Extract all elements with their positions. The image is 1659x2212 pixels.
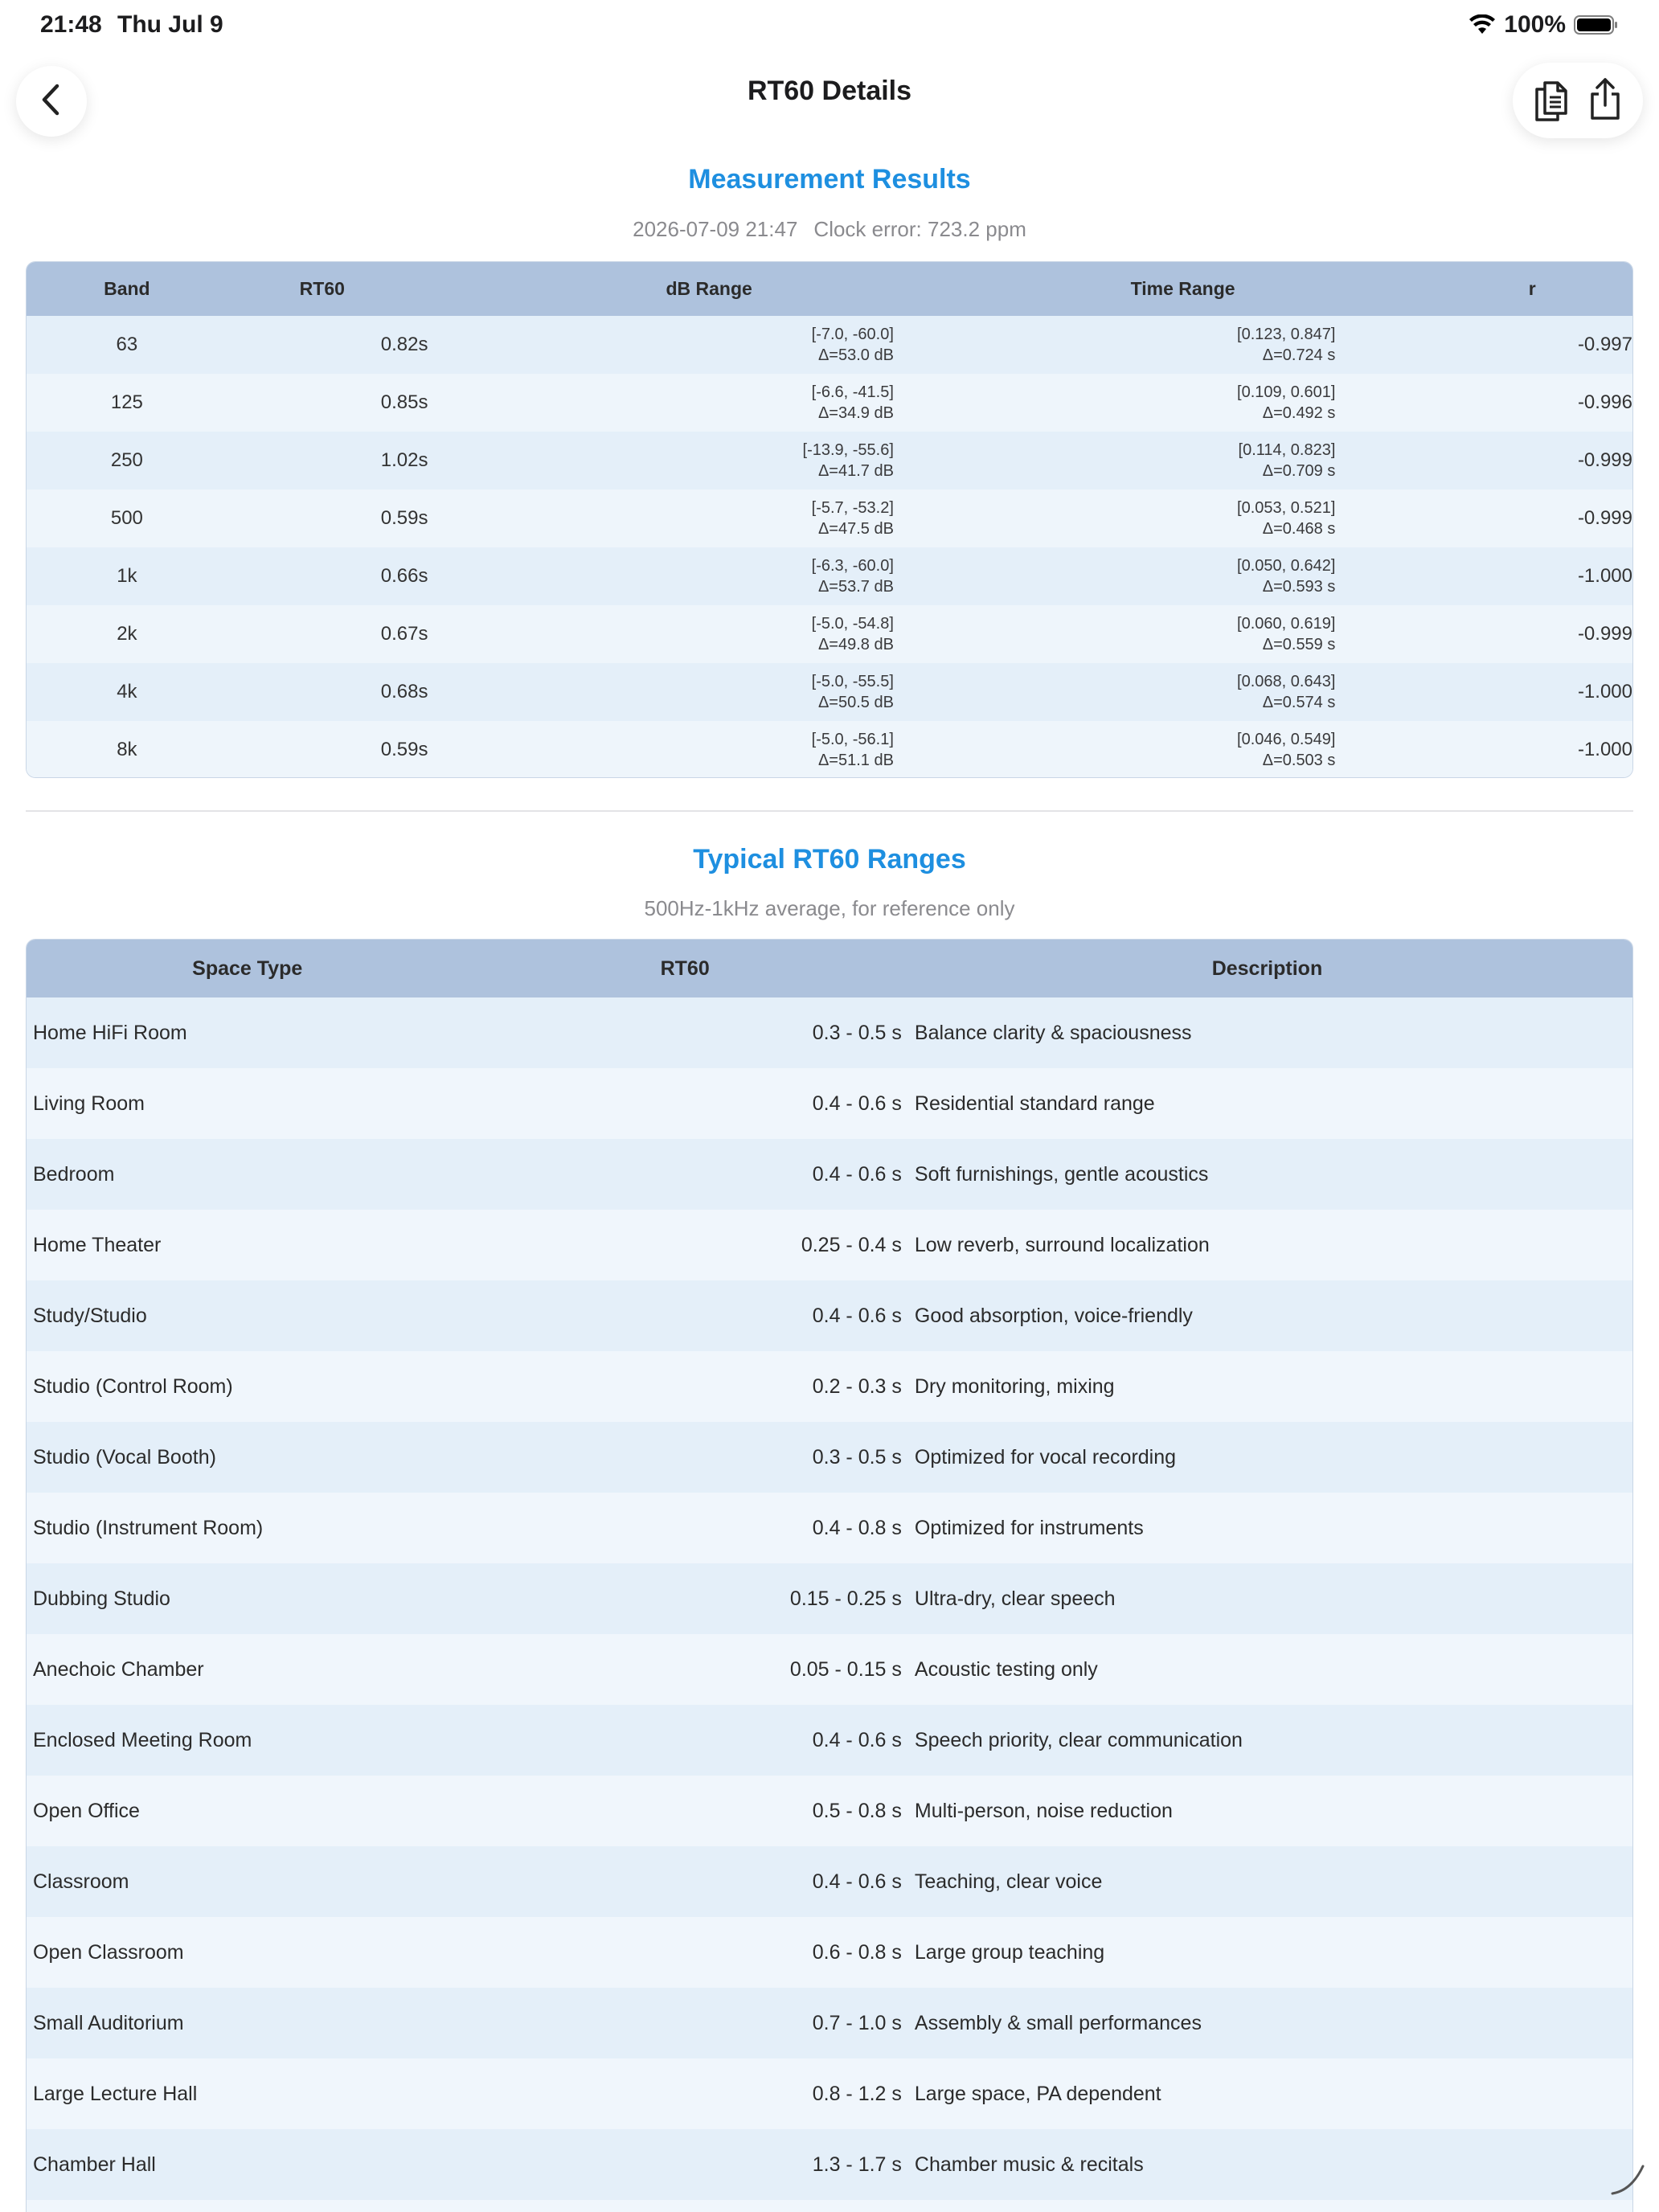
time-range: [0.109, 0.601]: [1237, 383, 1336, 401]
space-type-cell: Open Classroom: [33, 1940, 184, 1964]
rt60-cell: 1.02s: [380, 449, 428, 471]
table-row: [27, 997, 1632, 1068]
db-range-cell: [428, 440, 894, 481]
measurement-meta: [0, 217, 1659, 242]
time-range: [0.053, 0.521]: [1237, 499, 1336, 517]
time-range-cell: [894, 440, 1335, 481]
measurement-title: Measurement Results: [688, 164, 971, 195]
r-cell: -1.000: [1577, 681, 1632, 703]
description-cell: Multi-person, noise reduction: [914, 1799, 1173, 1822]
rt60-range-cell: 0.25 - 0.4 s: [801, 1233, 902, 1256]
rt60-range-cell: 0.4 - 0.6 s: [812, 1304, 902, 1327]
table-row: [27, 432, 1632, 490]
table-row: [27, 1280, 1632, 1351]
description-cell: Good absorption, voice-friendly: [914, 1304, 1193, 1327]
band-cell: 2k: [117, 623, 137, 645]
clock-error: Clock error: 723.2 ppm: [813, 217, 1026, 241]
time-range: [0.123, 0.847]: [1237, 326, 1336, 343]
r-cell: -0.996: [1577, 391, 1632, 413]
table-row: [27, 1705, 1632, 1776]
time-delta: Δ=0.468 s: [1262, 520, 1336, 538]
nav-actions: [1513, 63, 1643, 138]
table-row: [27, 1776, 1632, 1846]
table-row: [27, 1351, 1632, 1422]
db-delta: Δ=34.9 dB: [817, 404, 894, 422]
db-delta: Δ=47.5 dB: [817, 520, 894, 538]
time-range-cell: [894, 555, 1335, 597]
header-rt60: RT60: [660, 956, 710, 980]
description-cell: Large group teaching: [914, 1940, 1105, 1964]
header-space-type: Space Type: [192, 956, 303, 980]
table-row: [27, 547, 1632, 605]
db-delta: Δ=53.0 dB: [817, 346, 894, 364]
resize-handle-icon[interactable]: [1608, 2158, 1648, 2202]
db-range: [-6.6, -41.5]: [811, 383, 894, 401]
db-delta: Δ=49.8 dB: [817, 636, 894, 653]
db-range: [-7.0, -60.0]: [811, 326, 894, 343]
rt60-range-cell: 0.2 - 0.3 s: [812, 1374, 902, 1398]
description-cell: Speech priority, clear communication: [914, 1728, 1243, 1751]
status-bar: [0, 0, 1659, 51]
r-cell: -0.999: [1577, 449, 1632, 471]
rt60-range-cell: 0.8 - 1.2 s: [812, 2082, 902, 2105]
description-cell: Chamber music & recitals: [914, 2153, 1144, 2176]
time-delta: Δ=0.593 s: [1262, 578, 1336, 596]
nav-bar: [0, 51, 1659, 124]
rt60-cell: 0.85s: [380, 391, 428, 413]
table-row: [27, 605, 1632, 663]
rt60-cell: 0.82s: [380, 334, 428, 355]
wifi-icon: [1469, 14, 1496, 35]
db-range-cell: [428, 498, 894, 539]
table-row: [27, 1988, 1632, 2058]
rt60-range-cell: 0.5 - 0.8 s: [812, 1799, 902, 1822]
table-row: [27, 490, 1632, 547]
rt60-cell: 0.66s: [380, 565, 428, 587]
description-cell: Ultra-dry, clear speech: [914, 1587, 1116, 1610]
table-row: [27, 1493, 1632, 1563]
space-type-cell: Studio (Control Room): [33, 1374, 233, 1398]
band-cell: 500: [110, 507, 143, 529]
db-range: [-6.3, -60.0]: [811, 557, 894, 575]
db-delta: Δ=53.7 dB: [817, 578, 894, 596]
space-type-cell: Study/Studio: [33, 1304, 147, 1327]
header-description: Description: [1211, 956, 1323, 980]
time-delta: Δ=0.492 s: [1262, 404, 1336, 422]
space-type-cell: Classroom: [33, 1870, 129, 1893]
header-rt60[interactable]: RT60: [299, 278, 345, 299]
space-type-cell: Home HiFi Room: [33, 1021, 187, 1044]
space-type-cell: Studio (Vocal Booth): [33, 1445, 216, 1469]
status-date: Thu Jul 9: [117, 11, 223, 38]
share-button[interactable]: [1579, 75, 1631, 126]
table-row: [27, 663, 1632, 721]
db-range-cell: [428, 555, 894, 597]
time-range: [0.046, 0.549]: [1237, 731, 1336, 748]
page-title: RT60 Details: [747, 76, 912, 106]
rt60-range-cell: 1.3 - 1.7 s: [812, 2153, 902, 2176]
table-row: [27, 1634, 1632, 1705]
time-range-cell: [894, 671, 1335, 713]
description-cell: Assembly & small performances: [914, 2011, 1202, 2034]
space-type-cell: Home Theater: [33, 1233, 162, 1256]
band-cell: 8k: [117, 739, 137, 760]
db-delta: Δ=50.5 dB: [817, 694, 894, 711]
table-row: [27, 2200, 1632, 2212]
description-cell: Low reverb, surround localization: [914, 1233, 1210, 1256]
rt60-range-cell: 0.6 - 0.8 s: [812, 1940, 902, 1964]
measurement-table-header: [27, 262, 1632, 316]
time-range-cell: [894, 382, 1335, 424]
typical-subtitle: 500Hz-1kHz average, for reference only: [644, 896, 1015, 920]
header-band[interactable]: Band: [104, 278, 150, 299]
typical-table-header: [27, 940, 1632, 997]
measurement-table: [26, 261, 1633, 778]
description-cell: Soft furnishings, gentle acoustics: [914, 1162, 1209, 1186]
time-delta: Δ=0.724 s: [1262, 346, 1336, 364]
time-range-cell: [894, 613, 1335, 655]
db-range-cell: [428, 729, 894, 771]
description-cell: Teaching, clear voice: [914, 1870, 1103, 1893]
rt60-cell: 0.59s: [380, 507, 428, 529]
db-range-cell: [428, 613, 894, 655]
table-row: [27, 1210, 1632, 1280]
table-row: [27, 374, 1632, 432]
description-cell: Dry monitoring, mixing: [914, 1374, 1115, 1398]
space-type-cell: Studio (Instrument Room): [33, 1516, 264, 1539]
db-range-cell: [428, 382, 894, 424]
r-cell: -0.999: [1577, 623, 1632, 645]
description-cell: Optimized for vocal recording: [914, 1445, 1177, 1469]
rt60-range-cell: 0.05 - 0.15 s: [789, 1657, 902, 1681]
space-type-cell: Living Room: [33, 1092, 145, 1115]
time-range: [0.114, 0.823]: [1238, 441, 1336, 459]
r-cell: -0.997: [1577, 334, 1632, 355]
table-row: [27, 2129, 1632, 2200]
table-row: [27, 721, 1632, 778]
band-cell: 1k: [117, 565, 137, 587]
rt60-range-cell: 0.3 - 0.5 s: [812, 1021, 902, 1044]
band-cell: 63: [116, 334, 138, 355]
rt60-range-cell: 0.4 - 0.6 s: [812, 1092, 902, 1115]
time-range: [0.068, 0.643]: [1237, 673, 1336, 690]
time-range: [0.050, 0.642]: [1237, 557, 1336, 575]
rt60-range-cell: 0.7 - 1.0 s: [812, 2011, 902, 2034]
rt60-cell: 0.67s: [380, 623, 428, 645]
description-cell: Residential standard range: [914, 1092, 1155, 1115]
rt60-cell: 0.68s: [380, 681, 428, 703]
typical-table: [26, 939, 1633, 2212]
db-range: [-5.0, -56.1]: [811, 731, 894, 748]
db-delta: Δ=51.1 dB: [817, 752, 894, 769]
description-cell: Acoustic testing only: [914, 1657, 1098, 1681]
space-type-cell: Open Office: [33, 1799, 140, 1822]
table-row: [27, 1563, 1632, 1634]
rt60-range-cell: 0.4 - 0.6 s: [812, 1728, 902, 1751]
status-time: 21:48: [40, 11, 102, 38]
table-row: [27, 1422, 1632, 1493]
band-cell: 250: [110, 449, 143, 471]
table-row: [27, 1139, 1632, 1210]
band-cell: 4k: [117, 681, 137, 703]
battery-icon: [1574, 14, 1619, 35]
time-delta: Δ=0.503 s: [1262, 752, 1336, 769]
time-range-cell: [894, 498, 1335, 539]
rt60-range-cell: 0.3 - 0.5 s: [812, 1445, 902, 1469]
table-row: [27, 1068, 1632, 1139]
table-row: [27, 1917, 1632, 1988]
header-r[interactable]: r: [1528, 278, 1536, 299]
db-range-cell: [428, 671, 894, 713]
table-row: [27, 2058, 1632, 2129]
time-delta: Δ=0.709 s: [1262, 462, 1336, 480]
battery-percent: 100%: [1504, 11, 1566, 38]
rt60-range-cell: 0.15 - 0.25 s: [789, 1587, 902, 1610]
r-cell: -0.999: [1577, 507, 1632, 529]
db-range-cell: [428, 324, 894, 366]
band-cell: 125: [110, 391, 143, 413]
rt60-range-cell: 0.4 - 0.6 s: [812, 1162, 902, 1186]
description-cell: Balance clarity & spaciousness: [914, 1021, 1192, 1044]
typical-title: Typical RT60 Ranges: [693, 844, 966, 875]
rt60-range-cell: 0.4 - 0.8 s: [812, 1516, 902, 1539]
space-type-cell: Bedroom: [33, 1162, 115, 1186]
rt60-range-cell: 0.4 - 0.6 s: [812, 1870, 902, 1893]
time-range-cell: [894, 729, 1335, 771]
space-type-cell: Chamber Hall: [33, 2153, 156, 2176]
db-range: [-5.0, -54.8]: [811, 615, 894, 633]
time-delta: Δ=0.574 s: [1262, 694, 1336, 711]
table-row: [27, 1846, 1632, 1917]
description-cell: Large space, PA dependent: [914, 2082, 1161, 2105]
db-range: [-5.0, -55.5]: [811, 673, 894, 690]
space-type-cell: Enclosed Meeting Room: [33, 1728, 252, 1751]
r-cell: -1.000: [1577, 739, 1632, 760]
space-type-cell: Dubbing Studio: [33, 1587, 170, 1610]
header-time-range[interactable]: Time Range: [1130, 278, 1235, 299]
status-indicators: [1469, 11, 1619, 39]
db-range: [-5.7, -53.2]: [811, 499, 894, 517]
measurement-timestamp: 2026-07-09 21:47: [633, 217, 798, 241]
rt60-cell: 0.59s: [380, 739, 428, 760]
header-db-range[interactable]: dB Range: [666, 278, 752, 299]
r-cell: -1.000: [1577, 565, 1632, 587]
copy-button[interactable]: [1526, 75, 1577, 126]
space-type-cell: Small Auditorium: [33, 2011, 184, 2034]
db-range: [-13.9, -55.6]: [802, 441, 894, 459]
space-type-cell: Anechoic Chamber: [33, 1657, 204, 1681]
time-range: [0.060, 0.619]: [1237, 615, 1336, 633]
time-delta: Δ=0.559 s: [1262, 636, 1336, 653]
share-icon: [1587, 76, 1623, 125]
copy-icon: [1532, 76, 1571, 125]
table-row: [27, 316, 1632, 374]
space-type-cell: Large Lecture Hall: [33, 2082, 198, 2105]
time-range-cell: [894, 324, 1335, 366]
section-divider: [26, 810, 1633, 812]
description-cell: Optimized for instruments: [914, 1516, 1144, 1539]
db-delta: Δ=41.7 dB: [817, 462, 894, 480]
